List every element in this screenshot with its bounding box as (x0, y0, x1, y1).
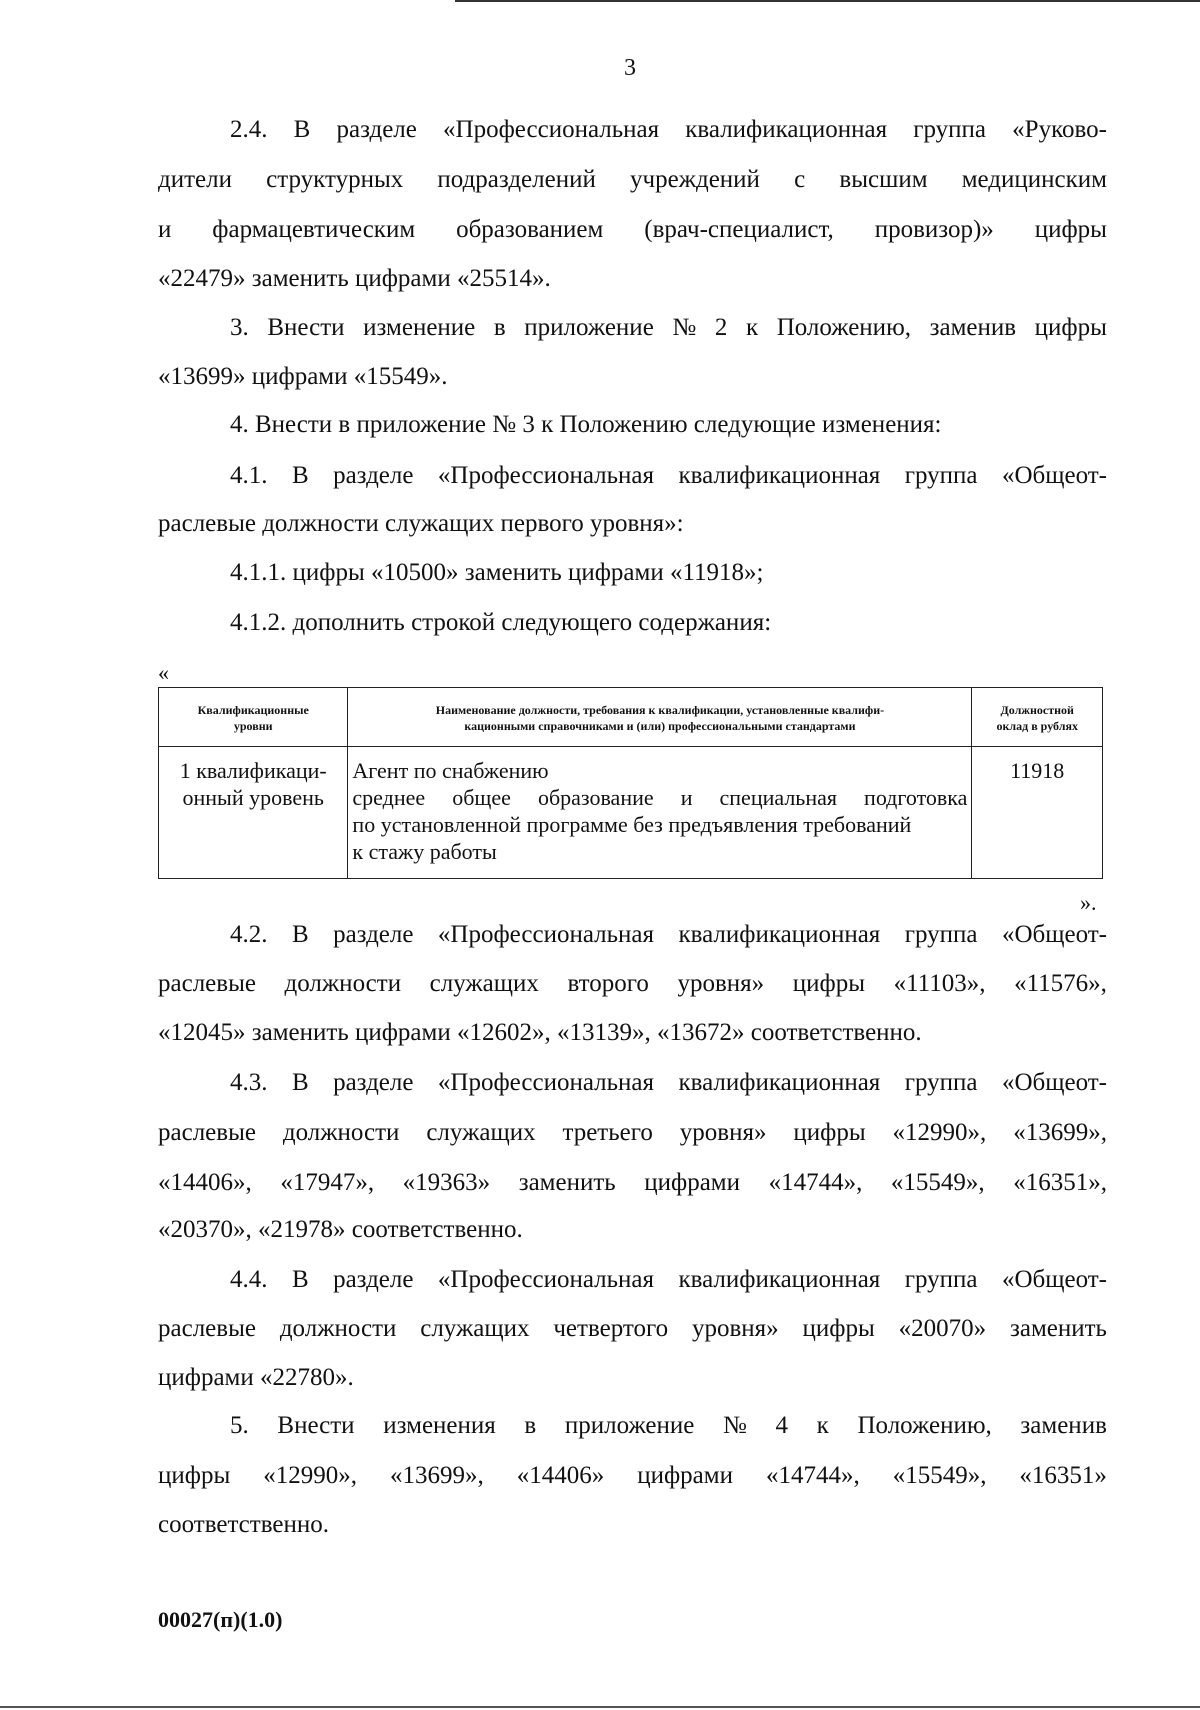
paragraph-2-4-line-4: «22479» заменить цифрами «25514». (158, 265, 551, 292)
paragraph-2-4-line-2: дители структурных подразделений учреждений с высшим медицинским (158, 166, 1107, 193)
paragraph-5-line-2: цифры «12990», «13699», «14406» цифрами «14744», «15549», «16351» (158, 1462, 1107, 1489)
table-row (159, 747, 1103, 879)
header-salary-line-1: Должностной (1000, 703, 1074, 717)
header-position-line-1: Наименование должности, требования к квалификации, установленные квалифи- (435, 703, 885, 717)
paragraph-4-1-1: 4.1.1. цифры «10500» заменить цифрами «11918»; (230, 559, 764, 586)
paragraph-4-3-line-4: «20370», «21978» соответственно. (158, 1216, 523, 1243)
paragraph-3-line-2: «13699» цифрами «15549». (158, 363, 448, 390)
quote-close: ». (1080, 890, 1097, 915)
cell-position (348, 747, 972, 879)
document-code: 00027(п)(1.0) (158, 1607, 283, 1632)
paragraph-4-3-line-2: раслевые должности служащих третьего уровня» цифры «12990», «13699», (158, 1119, 1107, 1146)
bottom-rule (0, 1706, 1200, 1708)
paragraph-2-4-line-3: и фармацевтическим образованием (врач-специалист, провизор)» цифры (158, 216, 1107, 243)
cell-level-line-2: онный уровень (182, 785, 324, 810)
table-header-row (159, 688, 1103, 747)
cell-level-line-1: 1 квалификаци- (179, 758, 327, 783)
paragraph-4-4-line-2: раслевые должности служащих четвертого уровня» цифры «20070» заменить (158, 1315, 1107, 1342)
cell-position-line-3: по установленной программе без предъявления требований (352, 812, 912, 837)
paragraph-4-3-line-1: 4.3. В разделе «Профессиональная квалификационная группа «Общеот- (230, 1069, 1107, 1096)
paragraph-4-3-line-3: «14406», «17947», «19363» заменить цифрами «14744», «15549», «16351», (158, 1169, 1107, 1196)
header-position (348, 688, 972, 747)
paragraph-4-1-2: 4.1.2. дополнить строкой следующего содержания: (230, 609, 772, 636)
paragraph-4-1-line-2: раслевые должности служащих первого уровня»: (158, 510, 684, 537)
paragraph-4-line-1: 4. Внести в приложение № 3 к Положению следующие изменения: (230, 411, 942, 438)
header-levels-line-2: уровни (233, 719, 273, 733)
paragraph-4-2-line-2: раслевые должности служащих второго уровня» цифры «11103», «11576», (158, 970, 1107, 997)
header-levels-line-1: Квалификационные (197, 703, 309, 717)
header-position-line-2: кационными справочниками и (или) профессиональными стандартами (464, 719, 856, 733)
paragraph-5-line-1: 5. Внести изменения в приложение № 4 к Положению, заменив (230, 1412, 1107, 1439)
cell-position-line-1: Агент по снабжению (352, 758, 549, 783)
cell-salary: 11918 (972, 747, 1103, 879)
cell-position-line-4: к стажу работы (352, 839, 497, 864)
paragraph-4-4-line-1: 4.4. В разделе «Профессиональная квалификационная группа «Общеот- (230, 1266, 1107, 1293)
header-salary (972, 688, 1103, 747)
header-salary-line-2: оклад в рублях (996, 719, 1078, 733)
cell-level (159, 747, 348, 879)
paragraph-4-2-line-1: 4.2. В разделе «Профессиональная квалификационная группа «Общеот- (230, 921, 1107, 948)
header-levels (159, 688, 348, 747)
paragraph-5-line-3: соответственно. (158, 1511, 329, 1538)
paragraph-4-2-line-3: «12045» заменить цифрами «12602», «13139», «13672» соответственно. (158, 1019, 922, 1046)
cell-position-line-2: среднее общее образование и специальная подготовка (352, 785, 968, 810)
page-number: 3 (624, 55, 636, 81)
paragraph-2-4-line-1: 2.4. В разделе «Профессиональная квалификационная группа «Руково- (230, 116, 1107, 143)
quote-open: « (158, 660, 169, 685)
qualification-table (158, 687, 1103, 879)
top-rule (455, 0, 1200, 2)
paragraph-4-1-line-1: 4.1. В разделе «Профессиональная квалификационная группа «Общеот- (230, 462, 1107, 489)
paragraph-3-line-1: 3. Внести изменение в приложение № 2 к Положению, заменив цифры (230, 314, 1107, 341)
paragraph-4-4-line-3: цифрами «22780». (158, 1364, 354, 1391)
